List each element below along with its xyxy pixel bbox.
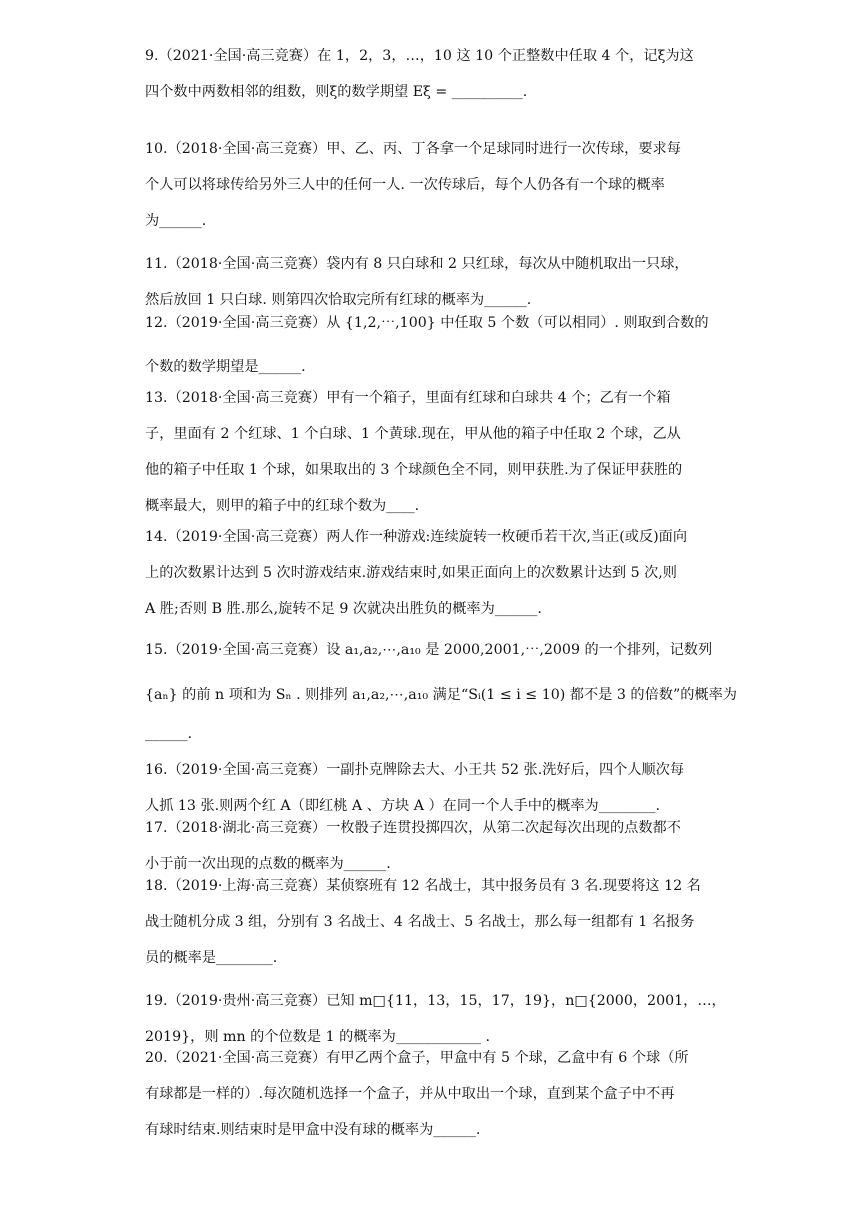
problem-10 [145, 139, 727, 231]
problem-line: 20.（2021·全国·高三竞赛）有甲乙两个盒子，甲盒中有 5 个球，乙盒中有 6 个球（所 [145, 1050, 689, 1066]
problem-line: 13.（2018·全国·高三竞赛）甲有一个箱子，里面有红球和白球共 4 个；乙有一个箱 [145, 390, 671, 406]
problem-line: 战士随机分成 3 组，分别有 3 名战士、4 名战士、5 名战士，那么每一组都有 1 名报务 [145, 914, 695, 930]
problem-18 [145, 876, 727, 968]
problem-line: 有球都是一样的）.每次随机选择一个盒子，并从中取出一个球，直到某个盒子中不再 [145, 1086, 675, 1102]
problem-line: {aₙ} 的前 n 项和为 Sₙ . 则排列 a₁,a₂,⋯,a₁₀ 满足“Sᵢ(1 ≤ i ≤ 10) 都不是 3 的倍数”的概率为 [145, 687, 737, 703]
problem-line: 16.（2019·全国·高三竞赛）一副扑克牌除去大、小王共 52 张.洗好后，四个人顺次每 [145, 762, 685, 778]
problem-line: 人抓 13 张.则两个红 A（即红桃 A 、方块 A ）在同一个人手中的概率为________. [145, 798, 661, 814]
problem-line: 10.（2018·全国·高三竞赛）甲、乙、丙、丁各拿一个足球同时进行一次传球，要求每 [145, 141, 681, 157]
problem-line: 17.（2018·湖北·高三竞赛）一枚骰子连贯投掷四次，从第二次起每次出现的点数都不 [145, 820, 681, 836]
problem-14 [145, 527, 727, 619]
problem-19 [145, 991, 727, 1047]
problem-line: 19.（2019·贵州·高三竞赛）已知 m□{11，13，15，17，19}，n□{2000，2001，…， [145, 993, 726, 1009]
problem-11 [145, 254, 727, 310]
problem-line: A 胜;否则 B 胜.那么,旋转不足 9 次就决出胜负的概率为______. [145, 601, 542, 617]
problem-17 [145, 818, 727, 874]
problem-line: 然后放回 1 只白球. 则第四次恰取完所有红球的概率为______. [145, 292, 532, 308]
problem-line: 上的次数累计达到 5 次时游戏结束.游戏结束时,如果正面向上的次数累计达到 5 次,则 [145, 565, 677, 581]
problem-15 [145, 640, 737, 744]
problem-line: 个数的数学期望是______. [145, 359, 306, 375]
problem-line: 为______. [145, 213, 207, 229]
problem-line: 11.（2018·全国·高三竞赛）袋内有 8 只白球和 2 只红球，每次从中随机取出一只球， [145, 256, 689, 272]
problem-line: 小于前一次出现的点数的概率为______. [145, 856, 391, 872]
problem-16 [145, 760, 727, 816]
problem-line: 18.（2019·上海·高三竞赛）某侦察班有 12 名战士，其中报务员有 3 名.现要将这 12 名 [145, 878, 701, 894]
problem-line: 子，里面有 2 个红球、1 个白球、1 个黄球.现在，甲从他的箱子中任取 2 个球，乙从 [145, 426, 681, 442]
problem-line: 12.（2019·全国·高三竞赛）从 {1,2,⋯,100} 中任取 5 个数（可以相同）. 则取到合数的 [145, 315, 709, 331]
problem-line: ______. [145, 726, 193, 742]
problem-line: 9.（2021·全国·高三竞赛）在 1，2，3，…，10 这 10 个正整数中任取 4 个，记ξ为这 [145, 48, 694, 64]
problem-13 [145, 388, 727, 516]
problem-line: 有球时结束.则结束时是甲盒中没有球的概率为______. [145, 1122, 481, 1138]
problem-line: 他的箱子中任取 1 个球，如果取出的 3 个球颜色全不同，则甲获胜.为了保证甲获胜的 [145, 462, 683, 478]
problem-line: 员的概率是________. [145, 950, 278, 966]
problem-9 [145, 46, 727, 102]
problem-12 [145, 313, 727, 377]
problem-line: 概率最大，则甲的箱子中的红球个数为____. [145, 498, 420, 514]
problem-20 [145, 1048, 727, 1140]
problem-line: 14.（2019·全国·高三竞赛）两人作一种游戏:连续旋转一枚硬币若干次,当正(或反)面向 [145, 529, 688, 545]
problem-line: 15.（2019·全国·高三竞赛）设 a₁,a₂,⋯,a₁₀ 是 2000,2001,⋯,2009 的一个排列，记数列 [145, 642, 713, 658]
problem-line: 四个数中两数相邻的组数，则ξ的数学期望 Eξ = __________. [145, 84, 528, 100]
problem-line: 2019}，则 mn 的个位数是 1 的概率为____________ . [145, 1029, 490, 1045]
problem-line: 个人可以将球传给另外三人中的任何一人. 一次传球后，每个人仍各有一个球的概率 [145, 177, 665, 193]
